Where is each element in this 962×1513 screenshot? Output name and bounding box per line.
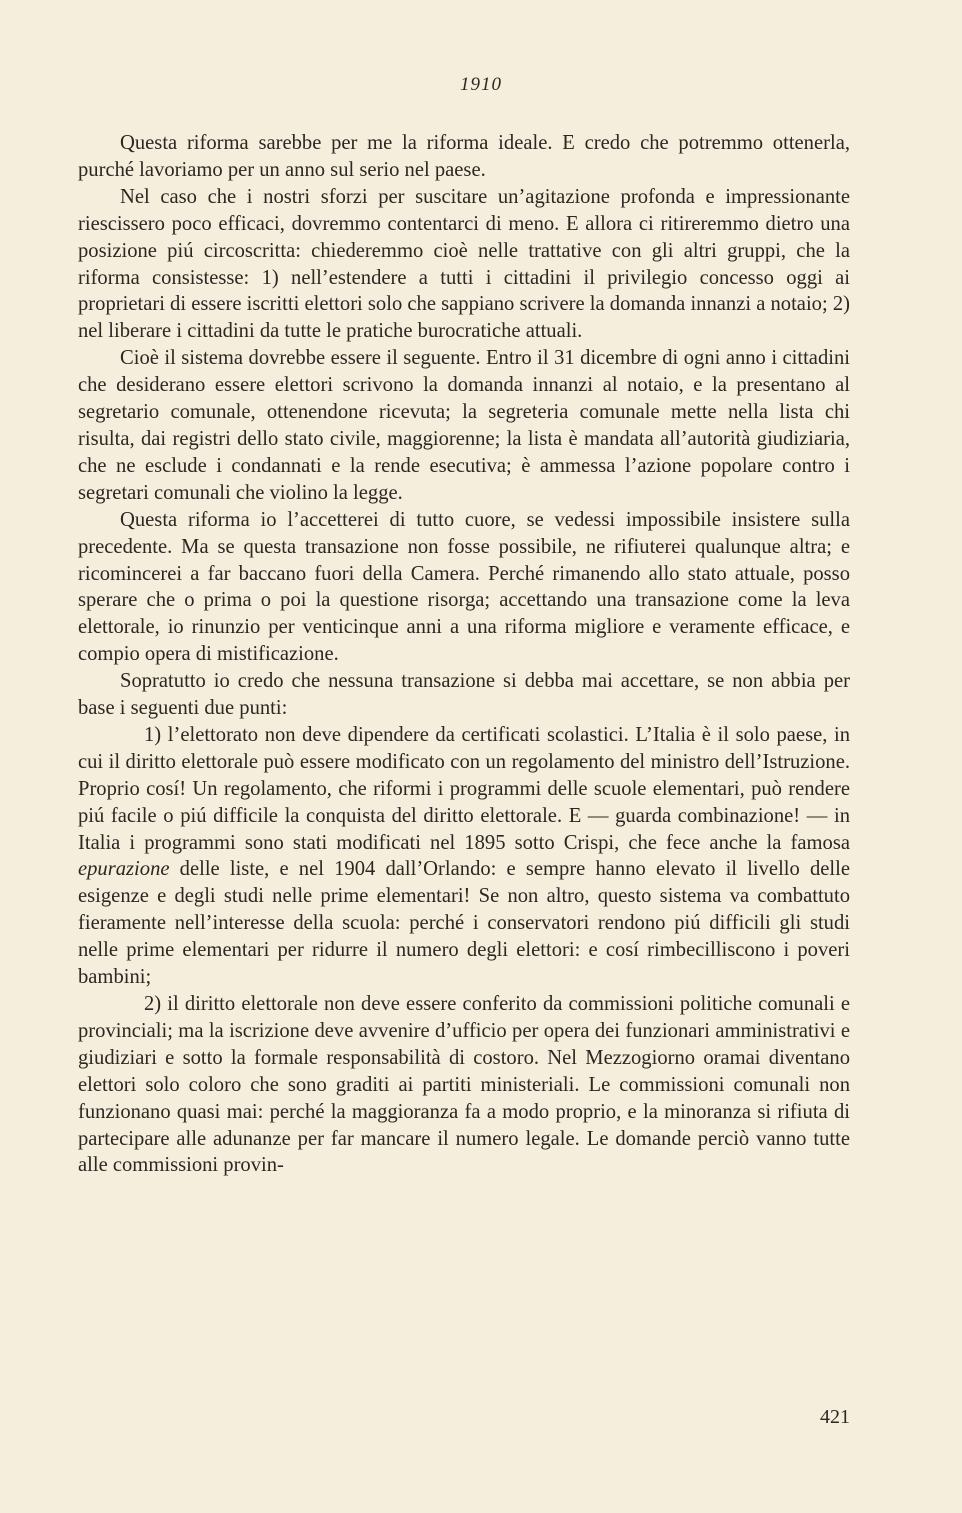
body-text	[78, 130, 850, 1179]
point-1-emphasis: epurazione	[78, 858, 170, 881]
paragraph-posizione-circoscritta: Nel caso che i nostri sforzi per suscitare un’agitazione profonda e impressionante riescissero poco efficaci, dovremmo contentarci di meno. E allora ci ritireremmo dietro una posizione piú circoscritta: chiederemmo cioè nelle trattative con gli altri gruppi, che la riforma consistesse: 1) nell’estendere a tutti i cittadini il privilegio concesso oggi ai proprietari di essere iscritti elettori solo che sappiano scrivere la domanda innanzi a notaio; 2) nel liberare i cittadini da tutte le pratiche burocratiche attuali.	[78, 185, 850, 343]
point-1-text-start: 1) l’elettorato non deve dipendere da certificati scolastici. L’Italia è il solo paese, in cui il diritto elettorale può essere modificato con un regolamento del ministro dell’Istruzione. Proprio cosí! Un regolamento, che riformi i programmi delle scuole elementari, può rendere piú facile o piú difficile la conquista del diritto elettorale. E — guarda combinazione! — in Italia i programmi sono stati modificati nel 1895 sotto Crispi, che fece anche la famosa	[78, 723, 850, 854]
paragraph-due-punti: Sopratutto io credo che nessuna transazione si debba mai accettare, se non abbia per base i seguenti due punti:	[78, 670, 850, 720]
paragraph-transazione: Questa riforma io l’accetterei di tutto cuore, se vedessi impossibile insistere sulla precedente. Ma se questa transazione non fosse possibile, ne rifiuterei qualunque altra; e ricomincerei a far baccano fuori della Camera. Perché rimanendo allo stato attuale, posso sperare che o prima o poi la questione risorga; accettando una transazione come la leva elettorale, io rinunzio per venticinque anni a una riforma migliore e veramente efficace, e compio opera di mistificazione.	[78, 508, 850, 666]
point-1-text-end: delle liste, e nel 1904 dall’Orlando: e sempre hanno elevato il livello delle esigenze e degli studi nelle prime elementari! Se non altro, questo sistema va combattuto fieramente nell’interesse della scuola: perché i conservatori rendono piú difficili gli studi nelle prime elementari per ridurre il numero degli elettori: e cosí rimbecilliscono i poveri bambini;	[78, 858, 850, 989]
running-head-year: 1910	[460, 74, 502, 95]
paragraph-sistema: Cioè il sistema dovrebbe essere il seguente. Entro il 31 dicembre di ogni anno i cittadini che desiderano essere elettori scrivono la domanda innanzi al notaio, e la presentano al segretario comunale, ottenendone ricevuta; la segreteria comunale mette nella lista chi risulta, dai registri dello stato civile, maggiorenne; la lista è mandata all’autorità giudiziaria, che ne esclude i condannati e la rende esecutiva; è ammessa l’azione popolare contro i segretari comunali che violino la legge.	[78, 347, 850, 504]
list-item-point-1	[78, 722, 850, 991]
page-number: 421	[820, 1406, 850, 1428]
paragraph-riforma-ideale: Questa riforma sarebbe per me la riforma ideale. E credo che potremmo ottenerla, purché lavoriamo per un anno sul serio nel paese.	[78, 132, 850, 181]
list-item-point-2: 2) il diritto elettorale non deve essere conferito da commissioni politiche comunali e provinciali; ma la iscrizione deve avvenire d’ufficio per opera dei funzionari amministrativi e giudiziari e sotto la formale responsabilità di costoro. Nel Mezzogiorno oramai diventano elettori solo coloro che sono graditi ai partiti ministeriali. Le commissioni comunali non funzionano quasi mai: perché la maggioranza fa a modo proprio, e la minoranza si rifiuta di partecipare alle adunanze per far mancare il numero legale. Le domande perciò vanno tutte alle commissioni provin-	[78, 993, 850, 1177]
